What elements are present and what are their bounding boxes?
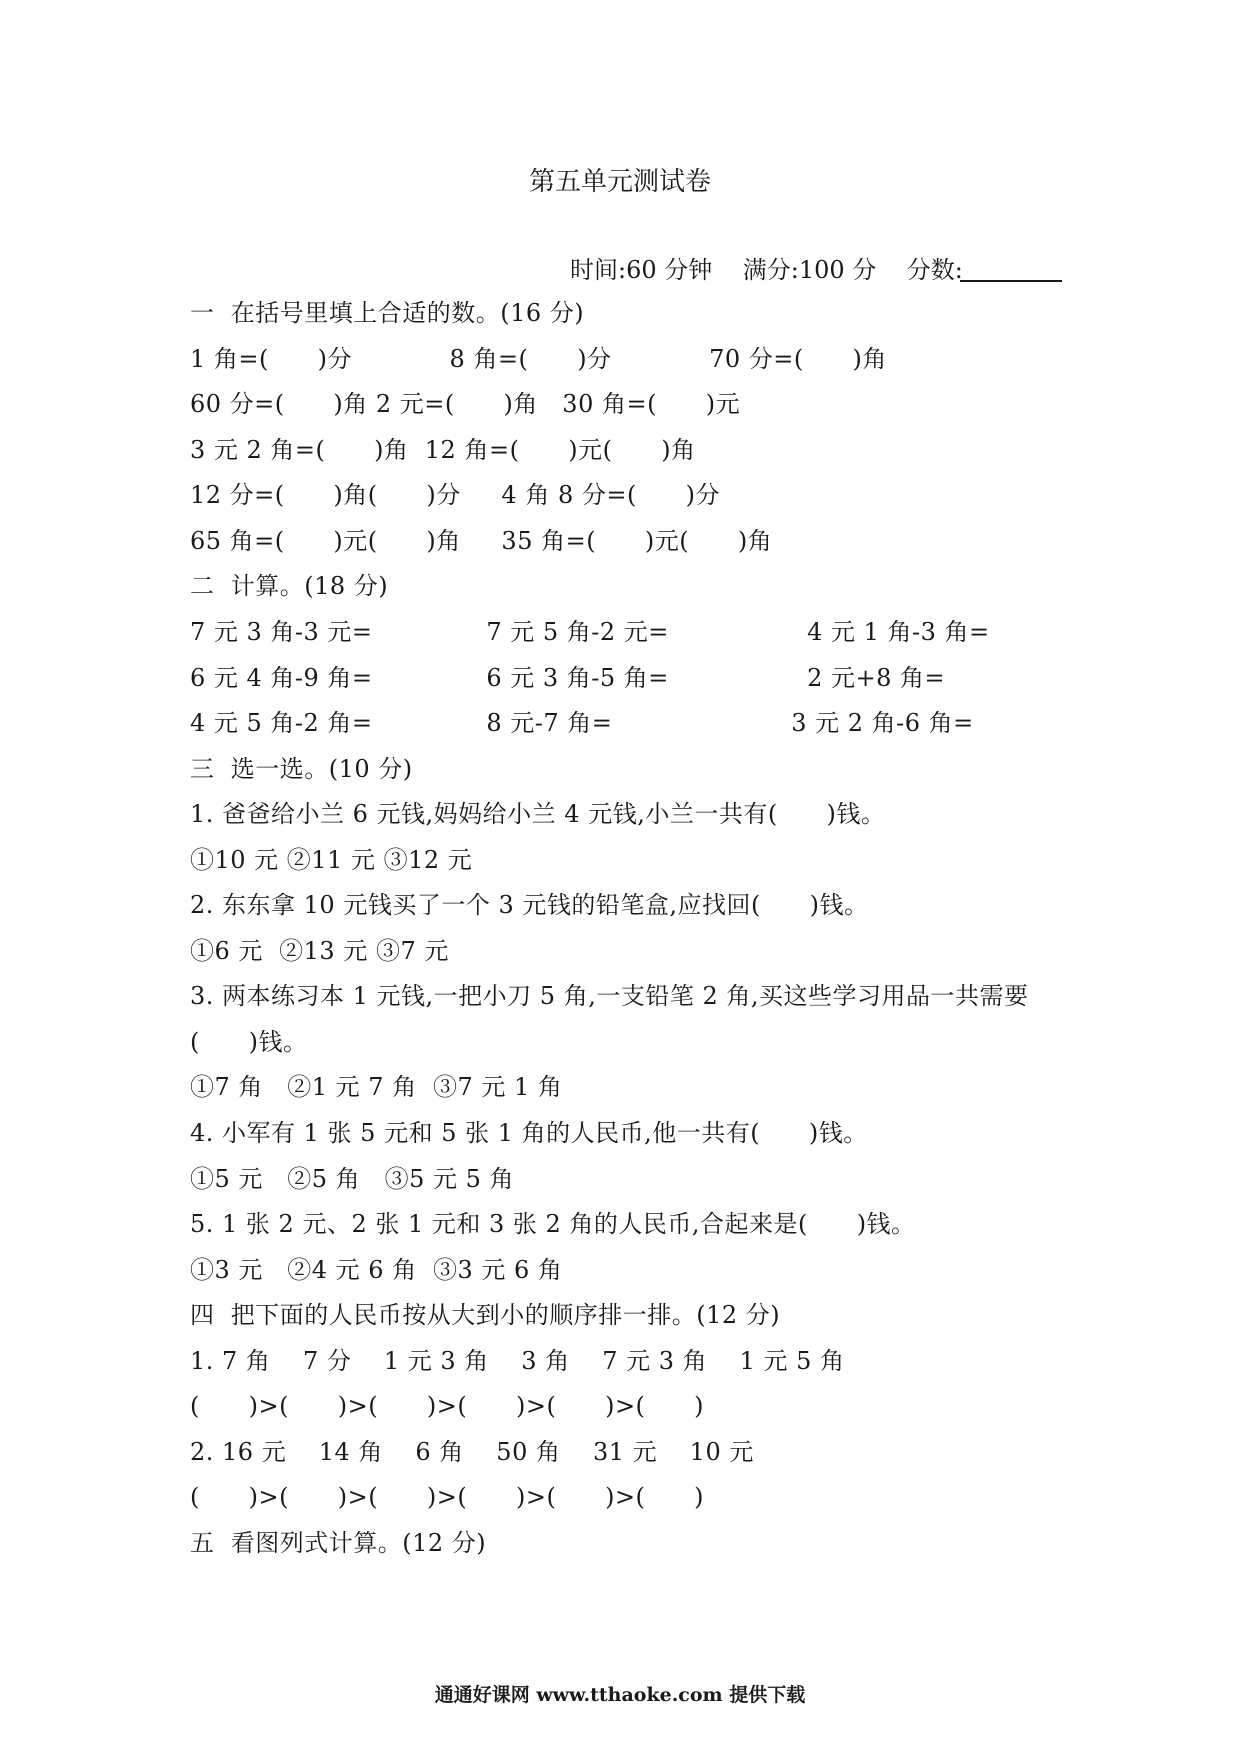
question-line: 4. 小军有 1 张 5 元和 5 张 1 角的人民币,他一共有( )钱。: [190, 1119, 868, 1147]
option-line: ①10 元 ②11 元 ③12 元: [190, 846, 473, 874]
section-1-heading: 一 在括号里填上合适的数。(16 分): [190, 299, 585, 327]
answer-blanks-line: ( )>( )>( )>( )>( )>( ): [190, 1483, 705, 1511]
option-line: ①3 元 ②4 元 6 角 ③3 元 6 角: [190, 1256, 563, 1284]
option-line: ①5 元 ②5 角 ③5 元 5 角: [190, 1165, 514, 1193]
section-2-heading: 二 计算。(18 分): [190, 572, 389, 600]
question-line: 65 角=( )元( )角 35 角=( )元( )角: [190, 527, 773, 555]
question-line: 7 元 3 角-3 元= 7 元 5 角-2 元= 4 元 1 角-3 角=: [190, 618, 990, 646]
question-line: 2. 东东拿 10 元钱买了一个 3 元钱的铅笔盒,应找回( )钱。: [190, 891, 869, 919]
question-line: 12 分=( )角( )分 4 角 8 分=( )分: [190, 481, 720, 509]
section-3-heading: 三 选一选。(10 分): [190, 755, 413, 783]
option-line: ①6 元 ②13 元 ③7 元: [190, 937, 449, 965]
option-line: ①7 角 ②1 元 7 角 ③7 元 1 角: [190, 1073, 563, 1101]
question-line: ( )钱。: [190, 1028, 308, 1056]
question-line: 3. 两本练习本 1 元钱,一把小刀 5 角,一支铅笔 2 角,买这些学习用品一共需要: [190, 982, 1029, 1010]
section-5-heading: 五 看图列式计算。(12 分): [190, 1529, 487, 1557]
question-line: 60 分=( )角 2 元=( )角 30 角=( )元: [190, 390, 741, 418]
footer-credit: 通通好课网 www.tthaoke.com 提供下载: [434, 1684, 806, 1706]
question-line: 6 元 4 角-9 角= 6 元 3 角-5 角= 2 元+8 角=: [190, 664, 946, 692]
section-4-heading: 四 把下面的人民币按从大到小的顺序排一排。(12 分): [190, 1301, 781, 1329]
question-line: 1 角=( )分 8 角=( )分 70 分=( )角: [190, 345, 887, 373]
question-line: 1. 7 角 7 分 1 元 3 角 3 角 7 元 3 角 1 元 5 角: [190, 1347, 845, 1375]
question-line: 5. 1 张 2 元、2 张 1 元和 3 张 2 角的人民币,合起来是( )钱。: [190, 1210, 916, 1238]
exam-meta: 时间:60 分钟 满分:100 分 分数:: [570, 256, 963, 284]
question-line: 1. 爸爸给小兰 6 元钱,妈妈给小兰 4 元钱,小兰一共有( )钱。: [190, 800, 886, 828]
answer-blanks-line: ( )>( )>( )>( )>( )>( ): [190, 1392, 705, 1420]
question-line: 4 元 5 角-2 角= 8 元-7 角= 3 元 2 角-6 角=: [190, 709, 974, 737]
question-line: 3 元 2 角=( )角 12 角=( )元( )角: [190, 436, 696, 464]
question-line: 2. 16 元 14 角 6 角 50 角 31 元 10 元: [190, 1438, 754, 1466]
score-blank: [960, 280, 1062, 282]
page-title: 第五单元测试卷: [528, 167, 711, 197]
